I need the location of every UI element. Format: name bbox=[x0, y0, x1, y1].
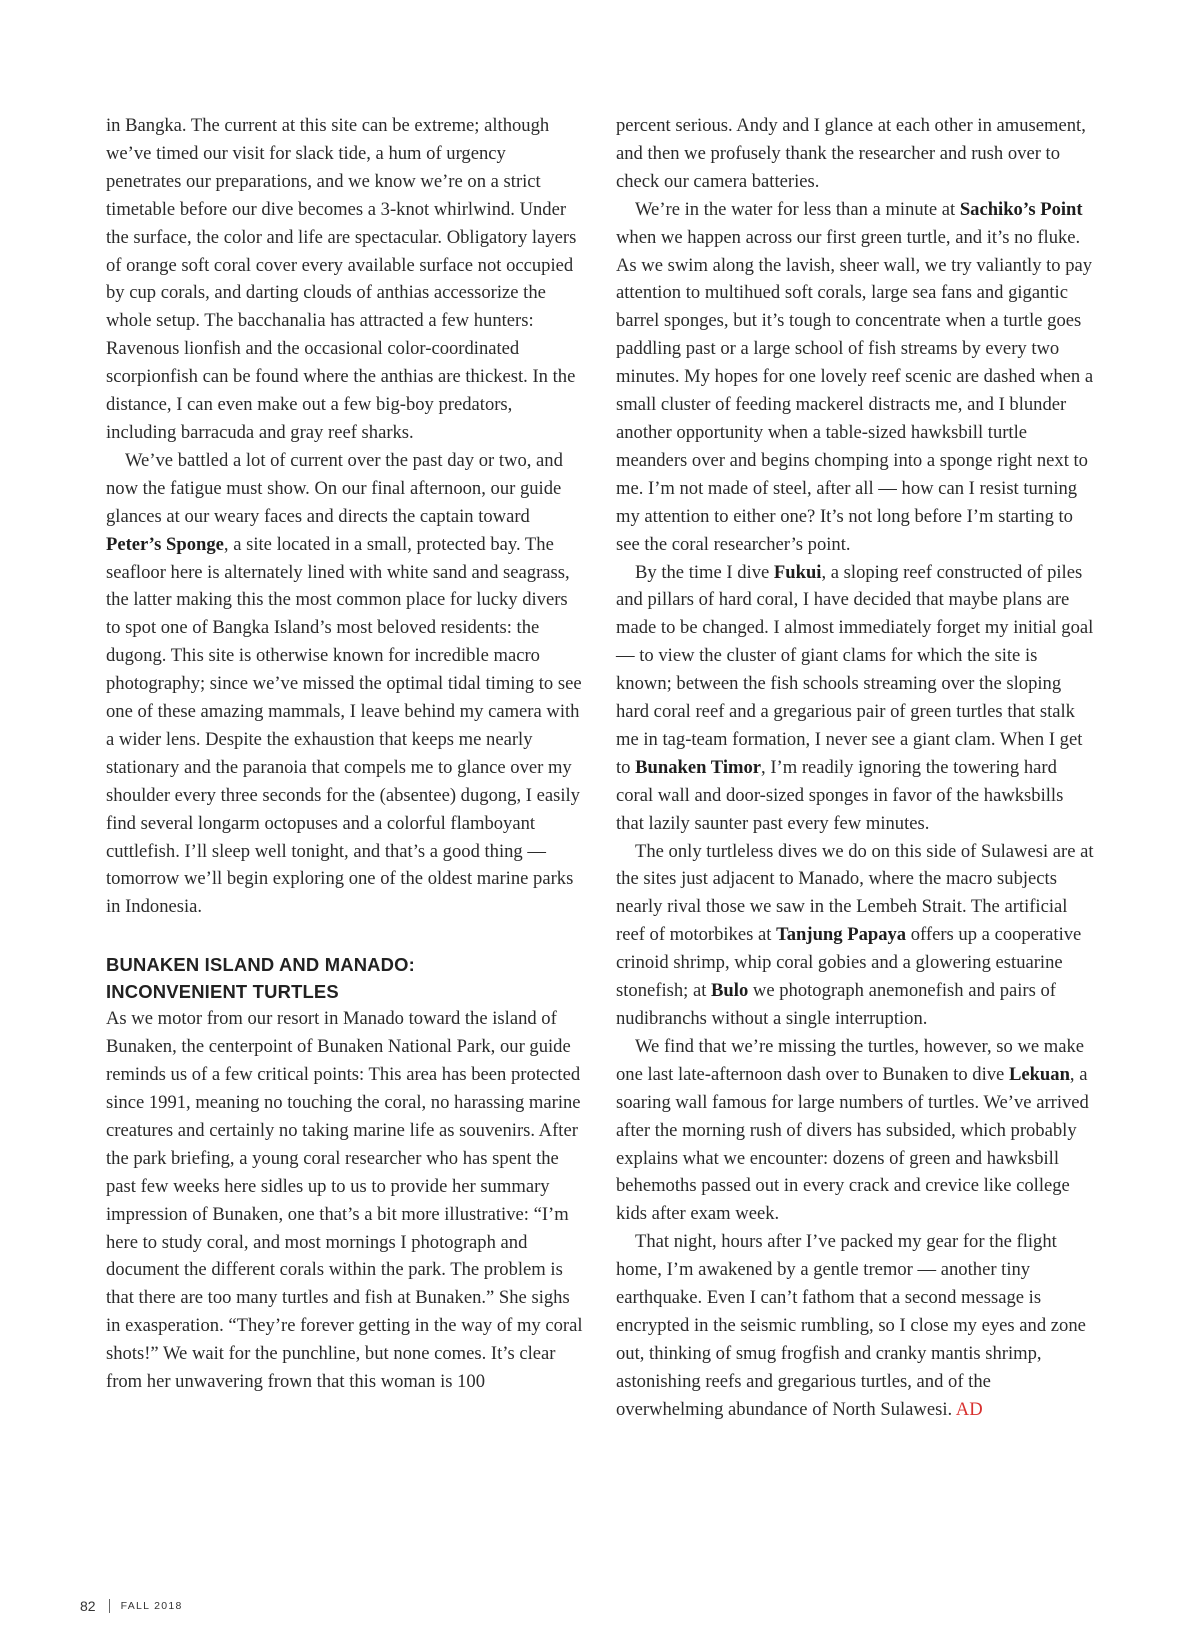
dive-site-name: Peter’s Sponge bbox=[106, 533, 224, 555]
dive-site-name: Tanjung Papaya bbox=[776, 924, 907, 946]
footer-divider bbox=[109, 1599, 110, 1613]
dive-site-name: Bunaken Timor bbox=[635, 756, 762, 778]
paragraph bbox=[616, 1033, 1094, 1228]
issue-label: FALL 2018 bbox=[120, 1600, 183, 1612]
end-mark: AD bbox=[955, 1398, 983, 1420]
dive-site-name: Fukui bbox=[773, 561, 822, 583]
paragraph bbox=[616, 196, 1094, 559]
dive-site-name: Sachiko’s Point bbox=[959, 198, 1083, 220]
paragraph bbox=[616, 1228, 1094, 1423]
paragraph: in Bangka. The current at this site can be extreme; although we’ve timed our visit for slack tide, a hum of urgency penetrates our preparations, and we know we’re on a strict timetable before our dive becomes a 3-knot whirlwind. Under the surface, the color and life are spectacular. Obligatory layers of orange soft coral cover every available surface not occupied by cup corals, and darting clouds of anthias accessorize the whole setup. The bacchanalia has attracted a few hunters: Ravenous lionfish and the occasional color-coordinated scorpionfish can be found where the anthias are thickest. In the distance, I can even make out a few big-boy predators, including barracuda and gray reef sharks. bbox=[106, 115, 577, 443]
right-column bbox=[616, 112, 1094, 1424]
text: We’ve battled a lot of current over the past day or two, and now the fatigue must show. On our final afternoon, our guide glances at our weary faces and directs the captain toward bbox=[106, 449, 563, 527]
text: , a soaring wall famous for large numbers of turtles. We’ve arrived after the morning rush of divers has subsided, which probably explains what we encounter: dozens of green and hawksbill behemoths passed out in every crack and crevice like college kids after exam week. bbox=[616, 1063, 1089, 1225]
text: We find that we’re missing the turtles, however, so we make one last late-afternoon dash over to Bunaken to dive bbox=[616, 1035, 1085, 1085]
text: when we happen across our first green turtle, and it’s no fluke. As we swim along the lavish, sheer wall, we try valiantly to pay attention to multihued soft corals, large sea fans and gigantic barrel sponges, but it’s tough to concentrate when a turtle goes paddling past or a large school of fish streams by every two minutes. My hopes for one lovely reef scenic are dashed when a small cluster of feeding mackerel distracts me, and I blunder another opportunity when a table-sized hawksbill turtle meanders over and begins chomping into a sponge right next to me. I’m not made of steel, after all — how can I resist turning my attention to either one? It’s not long before I’m starting to see the coral researcher’s point. bbox=[616, 226, 1094, 555]
dive-site-name: Lekuan bbox=[1008, 1063, 1070, 1085]
text: By the time I dive bbox=[635, 561, 774, 583]
page-number: 82 bbox=[80, 1598, 96, 1614]
dive-site-name: Bulo bbox=[711, 980, 749, 1002]
paragraph bbox=[616, 559, 1094, 838]
text: offers up a cooperative crinoid shrimp, whip coral gobies and a glowering estuarine stonefish; at bbox=[616, 924, 1082, 1002]
paragraph: percent serious. Andy and I glance at each other in amusement, and then we profusely thank the researcher and rush over to check our camera batteries. bbox=[616, 115, 1086, 192]
text: we photograph anemonefish and pairs of nudibranchs without a single interruption. bbox=[616, 980, 1056, 1029]
heading-line: INCONVENIENT TURTLES bbox=[106, 981, 339, 1003]
paragraph bbox=[106, 447, 584, 921]
paragraph: As we motor from our resort in Manado toward the island of Bunaken, the centerpoint of Bunaken National Park, our guide reminds us of a few critical points: This area has been protected since 1991, meaning no touching the coral, no harassing marine creatures and certainly no taking marine life as souvenirs. After the park briefing, a young coral researcher who has spent the past few weeks here sidles up to us to provide her summary impression of Bunaken, one that’s a bit more illustrative: “I’m here to study coral, and most mornings I photograph and document the different corals within the park. The problem is that there are too many turtles and fish at Bunaken.” She sighs in exasperation. “They’re forever getting in the way of my coral shots!” We wait for the punchline, but none comes. It’s clear from her unwavering frown that this woman is 100 bbox=[106, 1008, 583, 1393]
section-heading bbox=[106, 951, 584, 1005]
page-footer bbox=[80, 1598, 183, 1614]
text: , a site located in a small, protected bay. The seafloor here is alternately lined with white sand and seagrass, the latter making this the most common place for lucky divers to spot one of Bangka Island’s most beloved residents: the dugong. This site is otherwise known for incredible macro photography; since we’ve missed the optimal tidal timing to see one of these amazing mammals, I leave behind my camera with a wider lens. Despite the exhaustion that keeps me nearly stationary and the paranoia that compels me to glance over my shoulder every three seconds for the (absentee) dugong, I easily find several longarm octopuses and a colorful flamboyant cuttlefish. I’ll sleep well tonight, and that’s a good thing — tomorrow we’ll begin exploring one of the oldest marine parks in Indonesia. bbox=[106, 533, 582, 918]
heading-line: BUNAKEN ISLAND AND MANADO: bbox=[106, 954, 415, 976]
left-column bbox=[106, 112, 584, 1396]
text: That night, hours after I’ve packed my gear for the flight home, I’m awakened by a gentle tremor — another tiny earthquake. Even I can’t fathom that a second message is encrypted in the seismic rumbling, so I close my eyes and zone out, thinking of smug frogfish and cranky mantis shrimp, astonishing reefs and gregarious turtles, and of the overwhelming abundance of North Sulawesi. bbox=[616, 1231, 1086, 1420]
text: The only turtleless dives we do on this side of Sulawesi are at the sites just adjacent to Manado, where the macro subjects nearly rival those we saw in the Lembeh Strait. The artificial reef of motorbikes at bbox=[616, 840, 1094, 946]
text: We’re in the water for less than a minute at bbox=[635, 198, 960, 220]
text: , I’m readily ignoring the towering hard coral wall and door-sized sponges in favor of the hawksbills that lazily saunter past every few minutes. bbox=[616, 756, 1064, 834]
text: , a sloping reef constructed of piles and pillars of hard coral, I have decided that maybe plans are made to be changed. I almost immediately forget my initial goal — to view the cluster of giant clams for which the site is known; between the fish schools streaming over the sloping hard coral reef and a gregarious pair of green turtles that stalk me in tag-team formation, I never see a giant clam. When I get to bbox=[616, 561, 1094, 778]
paragraph bbox=[616, 838, 1094, 1033]
